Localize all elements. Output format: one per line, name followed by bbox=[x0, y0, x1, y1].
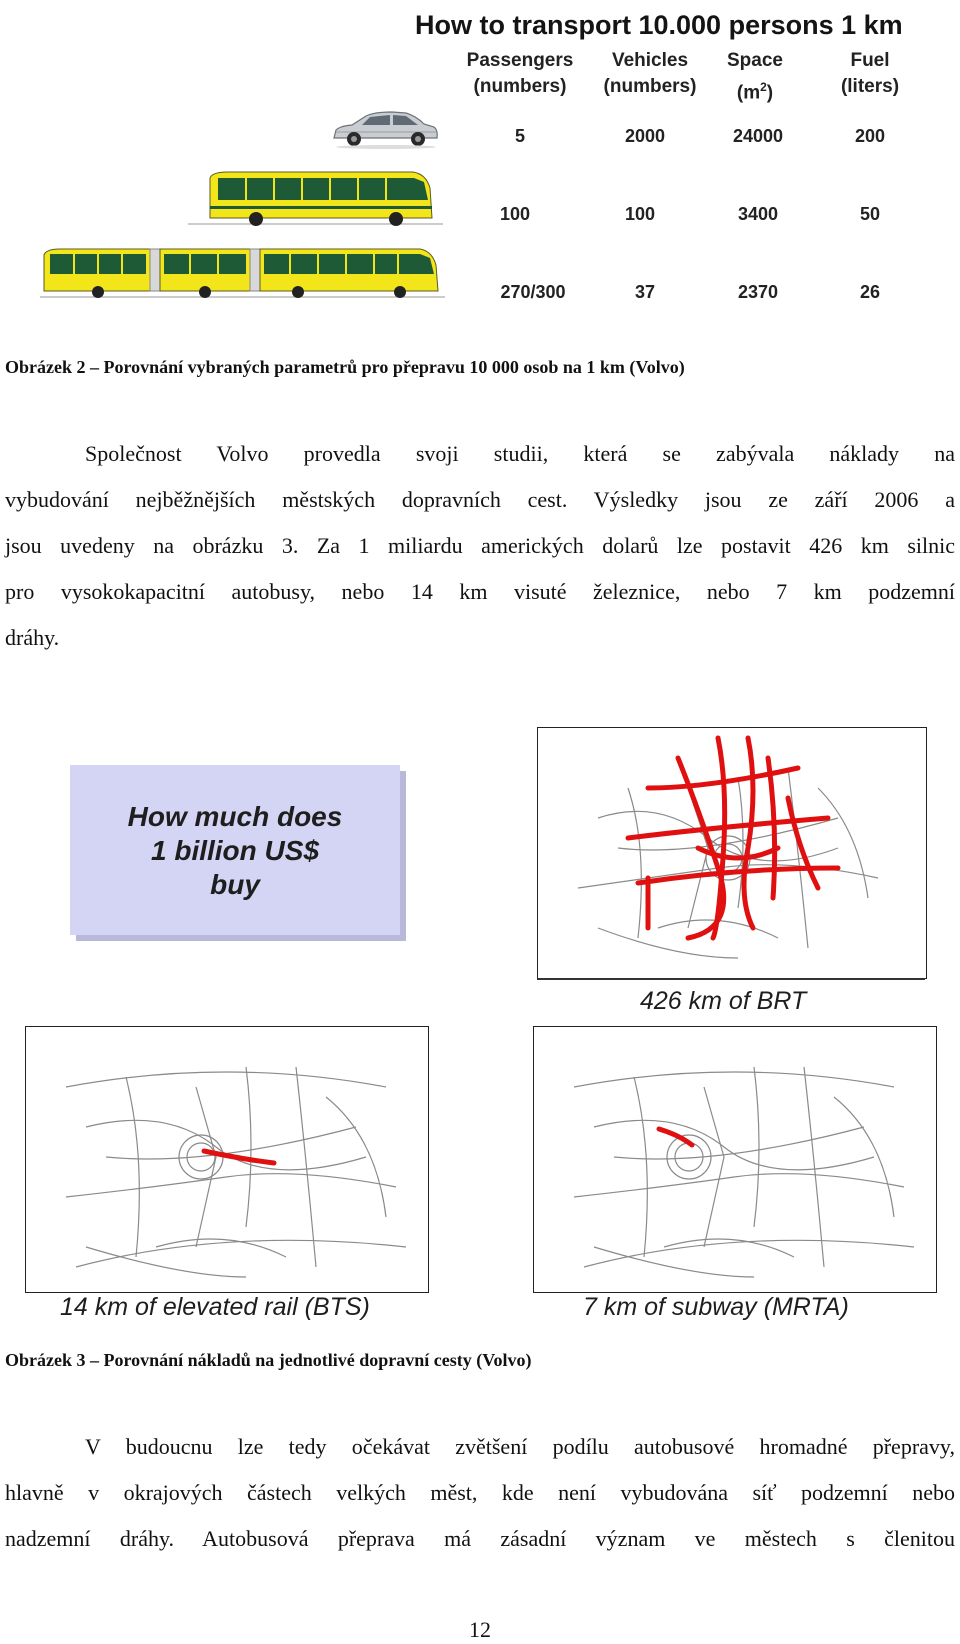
paragraph-1-line: jsou uvedeny na obrázku 3. Za 1 miliardu amerických dolarů lze postavit 426 km silnic bbox=[5, 533, 955, 558]
row-car-vehicles: 2000 bbox=[624, 126, 666, 146]
header-space: Space $(m^2)$ bbox=[727, 50, 783, 104]
paragraph-1-line: dráhy. bbox=[5, 625, 60, 650]
header-vehicles: Vehicles (numbers) bbox=[603, 50, 697, 97]
brt-underline bbox=[537, 978, 925, 980]
figure-3 bbox=[0, 710, 960, 1335]
paragraph-2-line: nadzemní dráhy. Autobusová přeprava má zásadní význam ve městech s členitou bbox=[5, 1526, 955, 1551]
paragraph-2-line: hlavně v okrajových částech velkých měst, kde není vybudována síť podzemní nebo bbox=[5, 1480, 955, 1505]
figure-2-title: How to transport 10.000 persons 1 km bbox=[415, 10, 903, 40]
figure-2-caption: Obrázek 2 – Porovnání vybraných parametrů pro přepravu 10 000 osob na 1 km (Volvo) bbox=[5, 357, 685, 377]
map-brt bbox=[537, 727, 927, 979]
paragraph-1 bbox=[5, 431, 955, 661]
header-fuel: Fuel (liters) bbox=[840, 50, 900, 97]
row-car-passengers: 5 bbox=[514, 126, 525, 146]
page-number: 12 bbox=[469, 1617, 491, 1642]
bus-icon bbox=[188, 170, 443, 230]
row-bus-space: 3400 bbox=[737, 204, 779, 224]
car-icon bbox=[330, 108, 440, 150]
map-bts bbox=[25, 1026, 429, 1293]
header-passengers: Passengers (numbers) bbox=[466, 50, 574, 97]
question-text: How much does 1 billion US$ buy bbox=[127, 801, 343, 900]
row-bus-passengers: 100 bbox=[499, 204, 531, 224]
row-artbus-fuel: 26 bbox=[859, 282, 881, 302]
figure-3-caption: Obrázek 3 – Porovnání nákladů na jednotlivé dopravní cesty (Volvo) bbox=[5, 1350, 532, 1370]
paragraph-2-line: V budoucnu lze tedy očekávat zvětšení podílu autobusové hromadné přepravy, bbox=[85, 1434, 955, 1459]
bts-network-map bbox=[26, 1027, 428, 1292]
paragraph-1-line: Společnost Volvo provedla svoji studii, která se zabývala náklady na bbox=[85, 441, 955, 466]
row-artbus-vehicles: 37 bbox=[634, 282, 656, 302]
mrta-network-map bbox=[534, 1027, 936, 1292]
label-mrta: 7 km of subway (MRTA) bbox=[583, 1293, 849, 1321]
articulated-bus-icon bbox=[40, 245, 445, 303]
label-bts: 14 km of elevated rail (BTS) bbox=[60, 1293, 370, 1321]
row-bus-vehicles: 100 bbox=[624, 204, 656, 224]
map-mrta bbox=[533, 1026, 937, 1293]
row-artbus-space: 2370 bbox=[737, 282, 779, 302]
paragraph-1-line: pro vysokokapacitní autobusy, nebo 14 km visuté železnice, nebo 7 km podzemní bbox=[5, 579, 955, 604]
row-artbus-passengers: 270/300 bbox=[500, 282, 566, 302]
brt-network-map bbox=[538, 728, 926, 978]
paragraph-1-line: vybudování nejběžnějších městských dopravních cest. Výsledky jsou ze září 2006 a bbox=[5, 487, 955, 512]
row-car-space: 24000 bbox=[732, 126, 784, 146]
label-brt: 426 km of BRT bbox=[640, 987, 807, 1015]
paragraph-2 bbox=[5, 1424, 955, 1562]
row-bus-fuel: 50 bbox=[859, 204, 881, 224]
row-car-fuel: 200 bbox=[854, 126, 886, 146]
figure-2 bbox=[0, 0, 960, 335]
